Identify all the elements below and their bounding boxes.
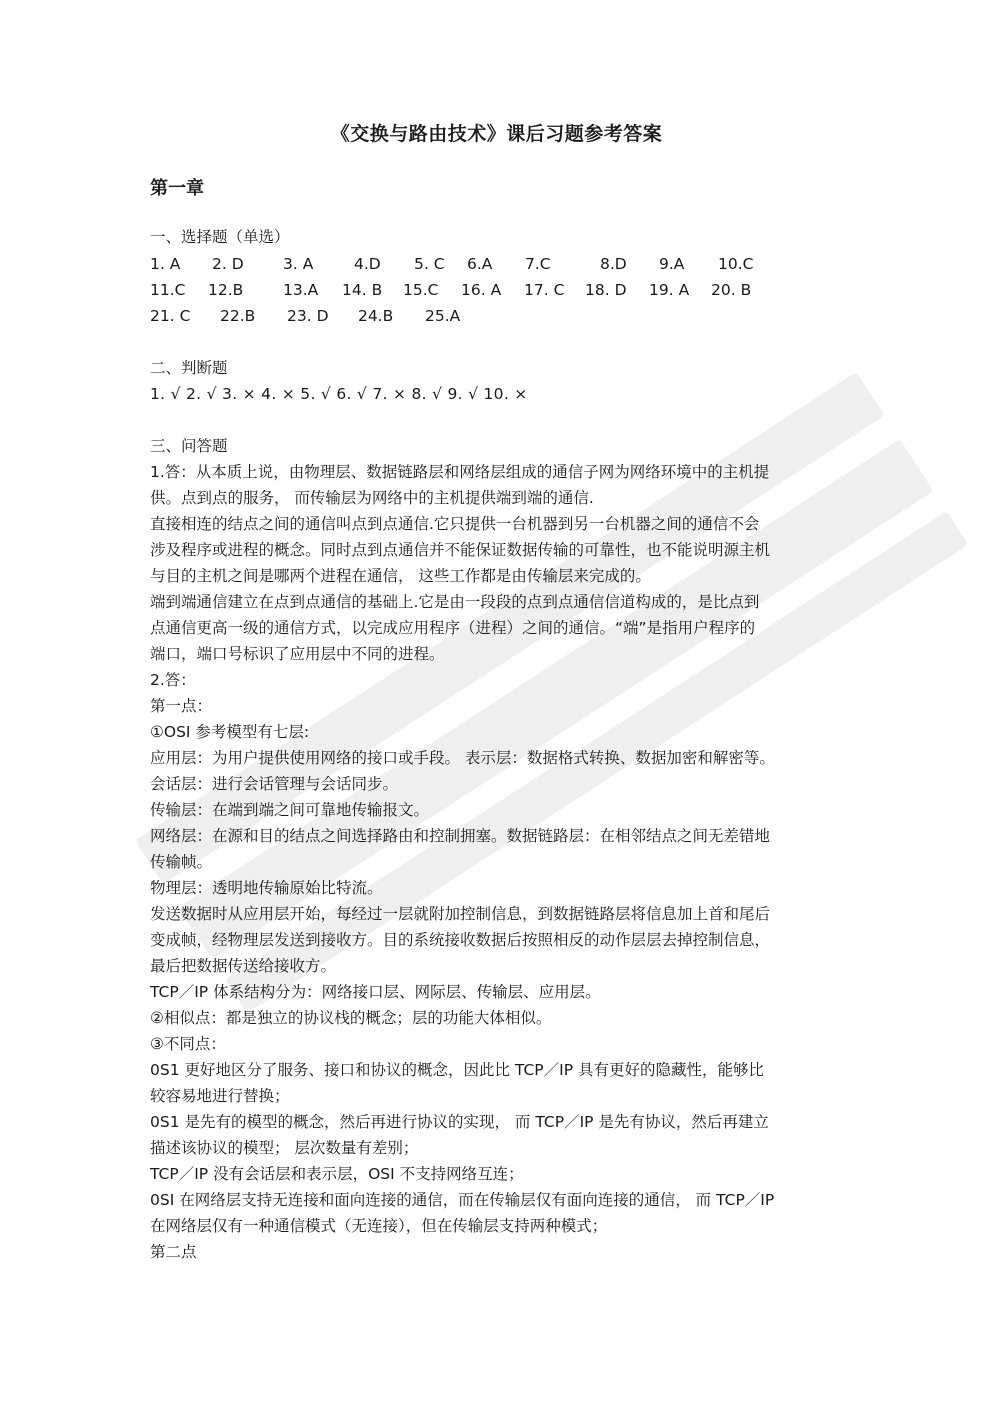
- answer-line: 传输层：在端到端之间可靠地传输报文。: [150, 801, 430, 819]
- choice-answer: 16. A: [461, 281, 502, 299]
- choice-answer: 18. D: [585, 281, 627, 299]
- answer-line: 最后把数据传送给接收方。: [150, 957, 337, 975]
- choice-answer: 5. C: [414, 255, 445, 273]
- choice-answer: 12.B: [208, 281, 244, 299]
- answer-line: 发送数据时从应用层开始，每经过一层就附加控制信息，到数据链路层将信息加上首和尾后: [150, 905, 771, 923]
- choice-answer: 7.C: [525, 255, 551, 273]
- section-heading-qa: 三、问答题: [150, 437, 228, 455]
- choice-answer: 9.A: [659, 255, 685, 273]
- answer-line: 直接相连的结点之间的通信叫点到点通信.它只提供一台机器到另一台机器之间的通信不会: [150, 515, 760, 533]
- answer-line: 0SI 在网络层支持无连接和面向连接的通信，而在传输层仅有面向连接的通信， 而 TCP／IP: [150, 1191, 775, 1209]
- choice-answer: 21. C: [150, 307, 191, 325]
- answer-line: 供。点到点的服务， 而传输层为网络中的主机提供端到端的通信.: [150, 489, 594, 507]
- choice-answer: 20. B: [711, 281, 752, 299]
- choice-answer: 17. C: [524, 281, 565, 299]
- answer-line: ③不同点：: [150, 1035, 226, 1053]
- answer-line: 2.答：: [150, 671, 196, 689]
- choice-answer: 10.C: [718, 255, 754, 273]
- answer-line: 点通信更高一级的通信方式，以完成应用程序（进程）之间的通信。“端”是指用户程序的: [150, 619, 756, 637]
- choice-answer: 24.B: [358, 307, 394, 325]
- judgement-answers: 1. √ 2. √ 3. × 4. × 5. √ 6. √ 7. × 8. √ 9. √ 10. ×: [150, 385, 528, 403]
- answer-line: 网络层：在源和目的结点之间选择路由和控制拥塞。数据链路层：在相邻结点之间无差错地: [150, 827, 771, 845]
- choice-answer: 14. B: [342, 281, 383, 299]
- choice-answer: 13.A: [283, 281, 319, 299]
- answer-line: 0S1 是先有的模型的概念，然后再进行协议的实现， 而 TCP／IP 是先有协议，然后再建立: [150, 1113, 769, 1131]
- choice-answer: 25.A: [425, 307, 461, 325]
- choice-answer: 19. A: [649, 281, 690, 299]
- answer-line: 变成帧，经物理层发送到接收方。目的系统接收数据后按照相反的动作层层去掉控制信息，: [150, 931, 771, 949]
- section-heading-judgement: 二、判断题: [150, 359, 228, 377]
- answer-line: 应用层：为用户提供使用网络的接口或手段。 表示层：数据格式转换、数据加密和解密等。: [150, 749, 775, 767]
- chapter-heading: 第一章: [150, 178, 204, 199]
- answer-line: TCP／IP 体系结构分为：网络接口层、网际层、传输层、应用层。: [150, 983, 601, 1001]
- answer-line: 会话层：进行会话管理与会话同步。: [150, 775, 399, 793]
- choice-answer: 8.D: [600, 255, 627, 273]
- answer-line: 在网络层仅有一种通信模式（无连接），但在传输层支持两种模式；: [150, 1217, 608, 1235]
- choice-answer: 23. D: [287, 307, 329, 325]
- answer-line: 较容易地进行替换；: [150, 1087, 290, 1105]
- answer-line: 物理层：透明地传输原始比特流。: [150, 879, 383, 897]
- answer-line: 与目的主机之间是哪两个进程在通信， 这些工作都是由传输层来完成的。: [150, 567, 651, 585]
- choice-answer: 2. D: [212, 255, 244, 273]
- answer-line: 端到端通信建立在点到点通信的基础上.它是由一段段的点到点通信信道构成的，是比点到: [150, 593, 760, 611]
- answer-line: 第一点：: [150, 697, 213, 715]
- choice-answer: 11.C: [150, 281, 186, 299]
- answer-line: 涉及程序或进程的概念。同时点到点通信并不能保证数据传输的可靠性，也不能说明源主机: [150, 541, 771, 559]
- choice-answer: 15.C: [403, 281, 439, 299]
- answer-line: 描述该协议的模型； 层次数量有差别；: [150, 1139, 419, 1157]
- choice-answer: 22.B: [220, 307, 256, 325]
- answer-line: 1.答：从本质上说，由物理层、数据链路层和网络层组成的通信子网为网络环境中的主机提: [150, 463, 770, 481]
- answer-line: TCP／IP 没有会话层和表示层，OSI 不支持网络互连；: [150, 1165, 524, 1183]
- answer-line: 端口，端口号标识了应用层中不同的进程。: [150, 645, 445, 663]
- section-heading-choice: 一、选择题（单选）: [150, 228, 290, 246]
- answer-line: ①OSI 参考模型有七层:: [150, 723, 310, 741]
- answer-line: 第二点: [150, 1243, 197, 1261]
- choice-answer: 4.D: [354, 255, 381, 273]
- answer-line: ②相似点：都是独立的协议栈的概念；层的功能大体相似。: [150, 1009, 552, 1027]
- choice-answer: 3. A: [283, 255, 314, 273]
- answer-line: 0S1 更好地区分了服务、接口和协议的概念，因此比 TCP／IP 具有更好的隐藏性，能够比: [150, 1061, 764, 1079]
- choice-answer: 1. A: [150, 255, 181, 273]
- answer-line: 传输帧。: [150, 853, 213, 871]
- document-title: 《交换与路由技术》课后习题参考答案: [330, 123, 663, 145]
- choice-answer: 6.A: [467, 255, 493, 273]
